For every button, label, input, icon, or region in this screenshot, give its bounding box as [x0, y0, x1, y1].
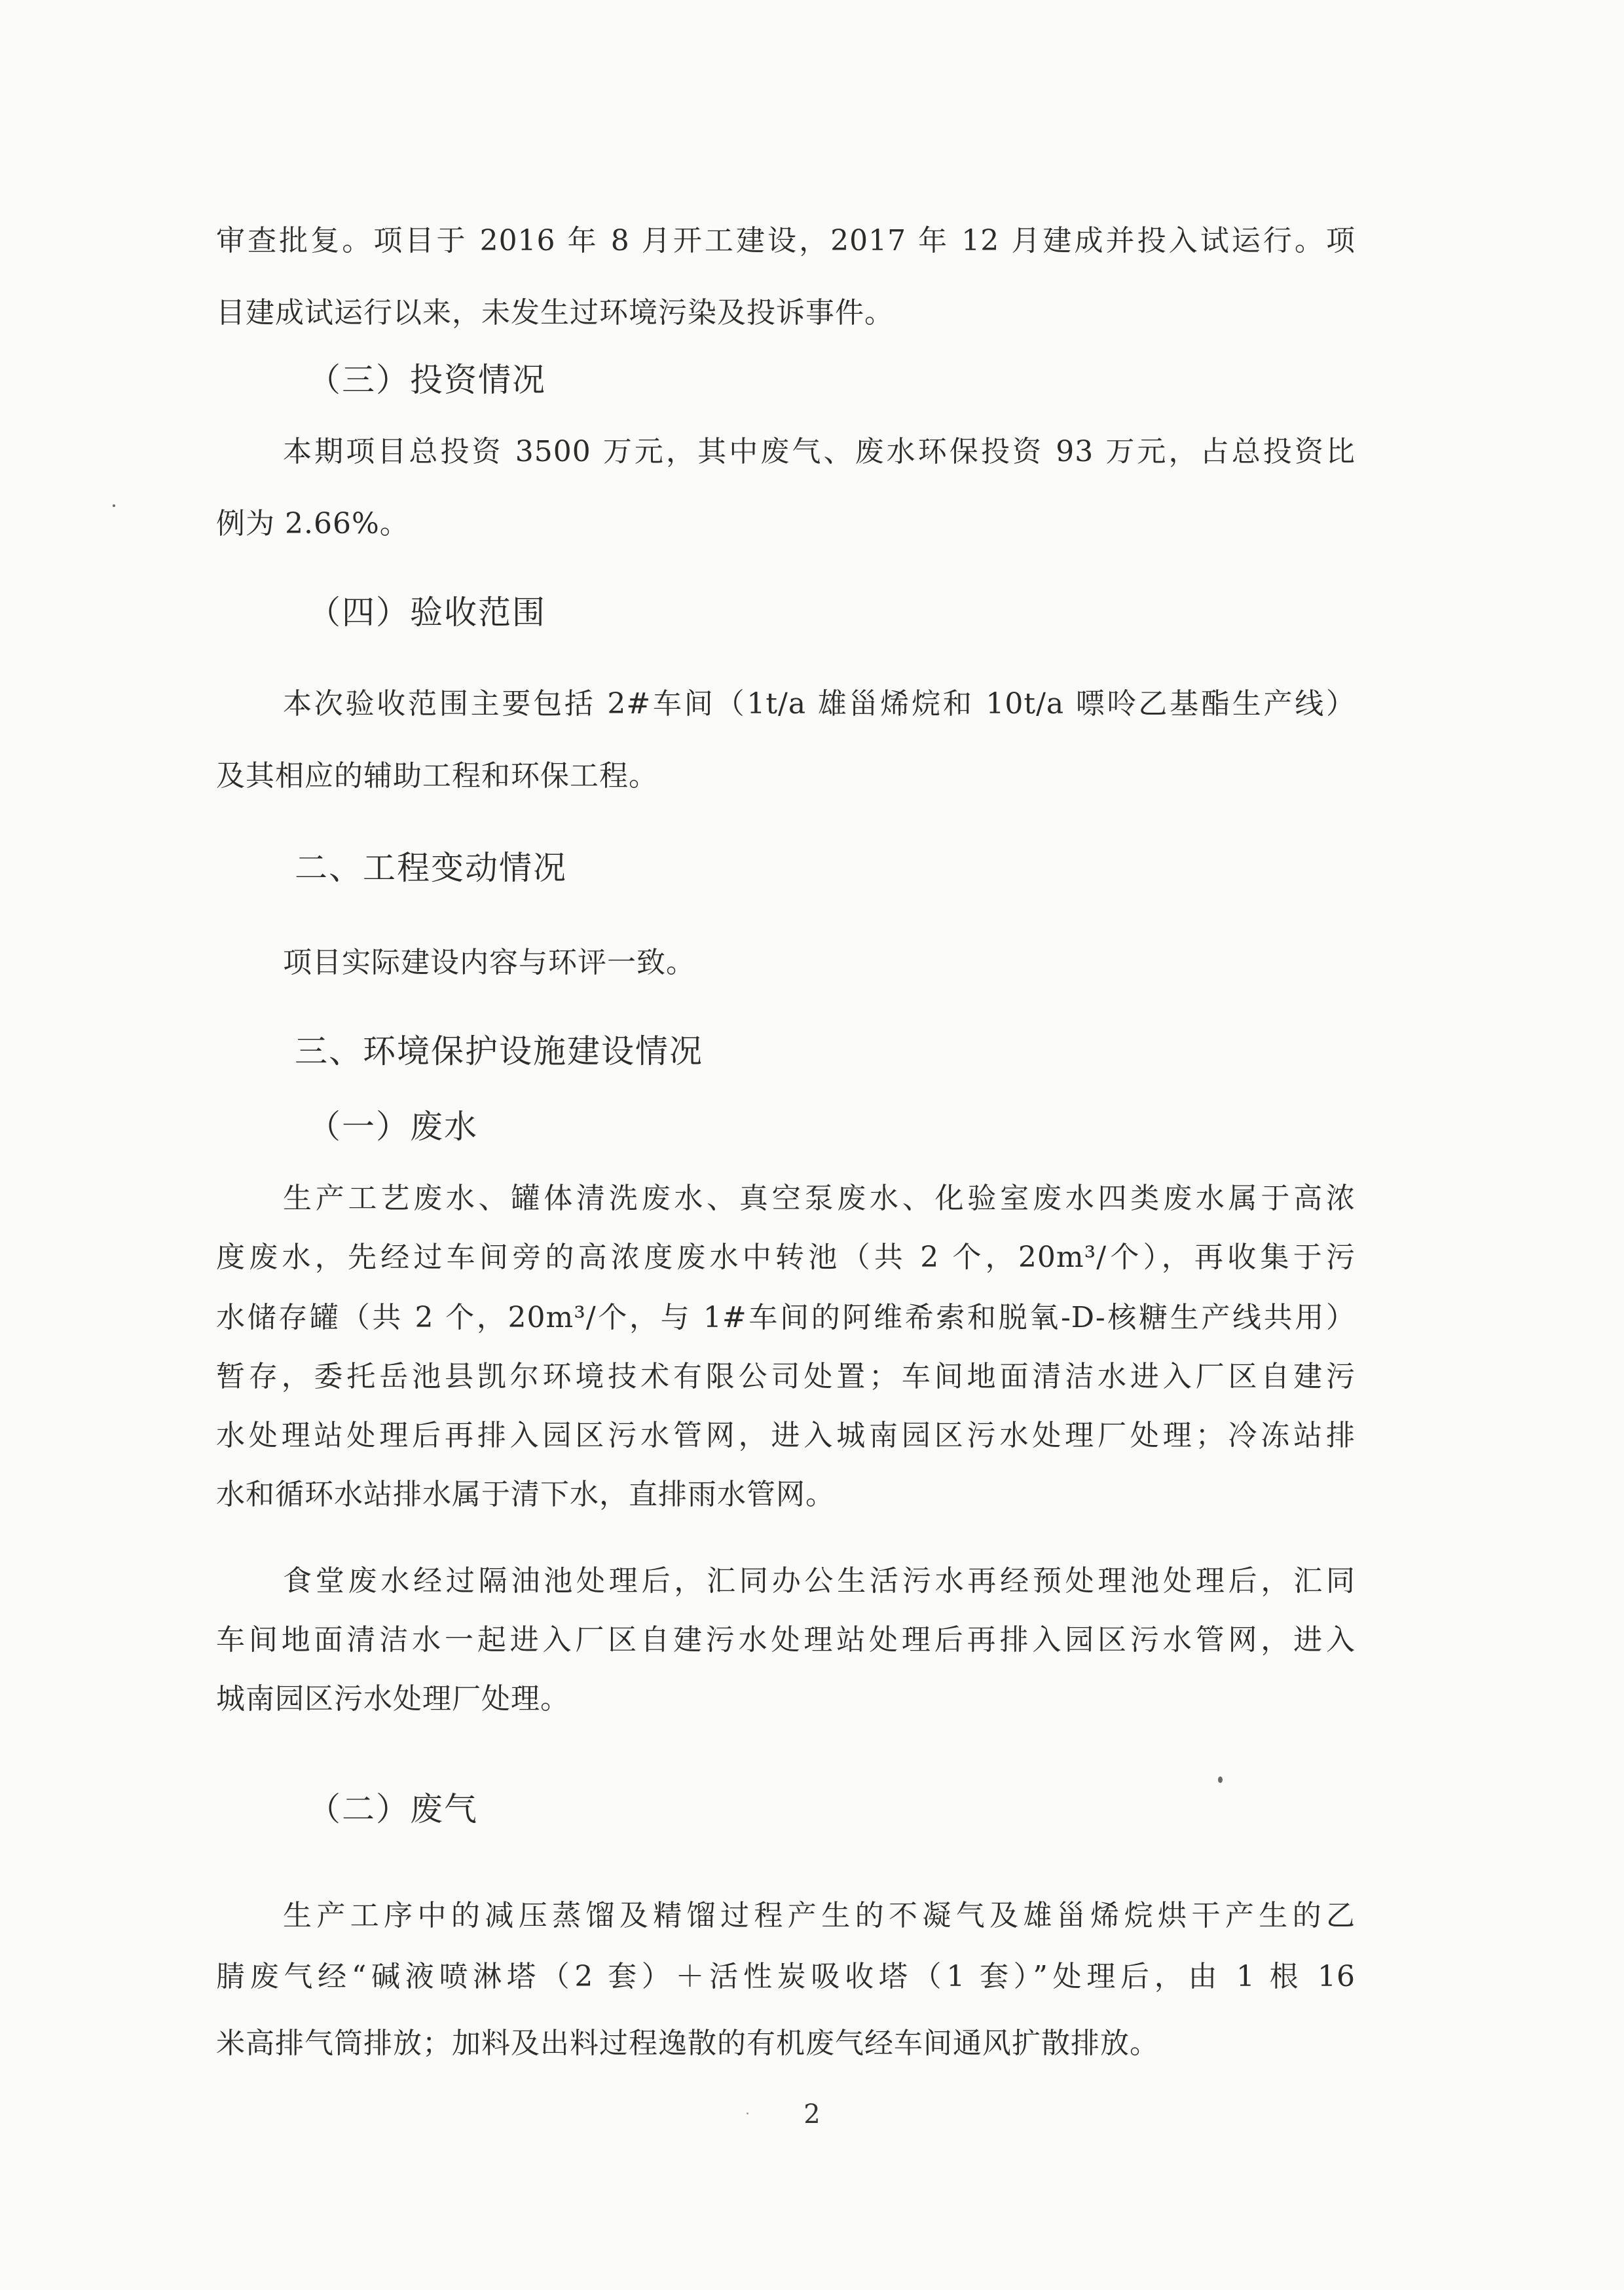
paragraph-line: 项目实际建设内容与环评一致。 [283, 946, 695, 979]
section-heading-engineering-changes: 二、工程变动情况 [295, 849, 567, 887]
paragraph-line: 生产工序中的减压蒸馏及精馏过程产生的不凝气及雄甾烯烷烘干产生的乙 [283, 1899, 1356, 1932]
paragraph-line: 水处理站处理后再排入园区污水管网，进入城南园区污水处理厂处理；冷冻站排 [216, 1419, 1356, 1452]
section-heading-wastewater: （一）废水 [308, 1108, 478, 1146]
paragraph-line: 本期项目总投资 3500 万元，其中废气、废水环保投资 93 万元，占总投资比 [283, 435, 1356, 468]
paragraph-line: 米高排气筒排放；加料及出料过程逸散的有机废气经车间通风扩散排放。 [216, 2027, 1159, 2060]
section-heading-environmental-facilities: 三、环境保护设施建设情况 [295, 1032, 703, 1070]
scan-speck [1218, 1776, 1223, 1783]
section-heading-acceptance-scope: （四）验收范围 [308, 593, 546, 631]
section-heading-investment: （三）投资情况 [308, 361, 546, 399]
paragraph-line: 食堂废水经过隔油池处理后，汇同办公生活污水再经预处理池处理后，汇同 [283, 1564, 1356, 1598]
section-heading-waste-gas: （二）废气 [308, 1790, 478, 1828]
paragraph-line: 及其相应的辅助工程和环保工程。 [216, 759, 658, 793]
page-number: 2 [803, 2099, 821, 2130]
paragraph-line: 水储存罐（共 2 个，20m³/个，与 1#车间的阿维希索和脱氧-D-核糖生产线共用） [216, 1301, 1356, 1334]
paragraph-line: 生产工艺废水、罐体清洗废水、真空泵废水、化验室废水四类废水属于高浓 [283, 1182, 1356, 1215]
paragraph-line: 度废水，先经过车间旁的高浓度废水中转池（共 2 个，20m³/个），再收集于污 [216, 1241, 1356, 1274]
paragraph-line: 车间地面清洁水一起进入厂区自建污水处理站处理后再排入园区污水管网，进入 [216, 1623, 1356, 1657]
paragraph-line: 腈废气经“碱液喷淋塔（2 套）＋活性炭吸收塔（1 套）”处理后，由 1 根 16 [216, 1960, 1356, 1993]
paragraph-line: 暂存，委托岳池县凯尔环境技术有限公司处置；车间地面清洁水进入厂区自建污 [216, 1360, 1356, 1393]
paragraph-line: 水和循环水站排水属于清下水，直排雨水管网。 [216, 1478, 835, 1511]
paragraph-line: 例为 2.66%。 [216, 507, 409, 540]
paragraph-line: 目建成试运行以来，未发生过环境污染及投诉事件。 [216, 296, 894, 329]
scan-speck [113, 504, 115, 507]
scan-speck [747, 2112, 748, 2114]
paragraph-line: 本次验收范围主要包括 2#车间（1t/a 雄甾烯烷和 10t/a 嘌呤乙基酯生产线） [283, 687, 1356, 721]
paragraph-line: 审查批复。项目于 2016 年 8 月开工建设，2017 年 12 月建成并投入试运行。项 [216, 224, 1356, 257]
paragraph-line: 城南园区污水处理厂处理。 [216, 1682, 570, 1716]
